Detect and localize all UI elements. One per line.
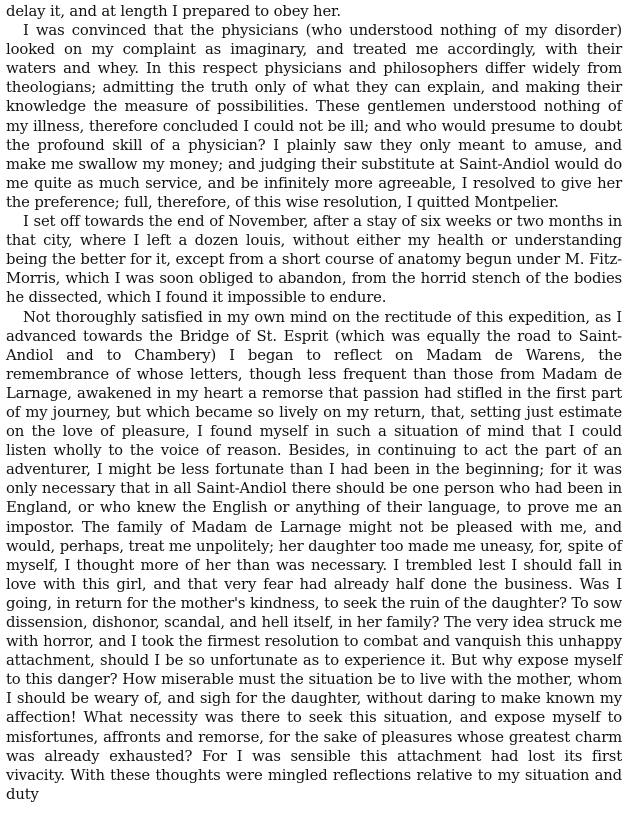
paragraph-departure: I set off towards the end of November, after a stay of six weeks or two months in that city, where I left a dozen louis, without either my health or understanding being the better for it, except from a short course of anatomy begun under M. Fitz-Morris, which I was soon obliged to abandon, from the horrid stench of the bodies he dissected, which I found it impossible to endure. <box>6 213 622 307</box>
paragraph-continued: delay it, and at length I prepared to obey her. <box>6 3 341 20</box>
paragraph-physicians: I was convinced that the physicians (who understood nothing of my disorder) looked on my complaint as imaginary, and treated me accordingly, with their waters and whey. In this respect physicians and philosophers differ widely from theologians; admitting the truth only of what they can explain, and making their knowledge the measure of possibilities. These gentlemen understood nothing of my illness, therefore concluded I could not be ill; and who would presume to doubt the profound skill of a physician? I plainly saw they only meant to amuse, and make me swallow my money; and judging their substitute at Saint-Andiol would do me quite as much service, and be infinitely more agreeable, I resolved to give her the preference; full, therefore, of this wise resolution, I quitted Montpelier. <box>6 22 622 211</box>
paragraph-reflection: Not thoroughly satisfied in my own mind on the rectitude of this expedition, as I advanced towards the Bridge of St. Esprit (which was equally the road to Saint-Andiol and to Chambery) I began to reflect on Madam de Warens, the remembrance of whose letters, though less frequent than those from Madam de Larnage, awakened in my heart a remorse that passion had stifled in the first part of my journey, but which became so lively on my return, that, setting just estimate on the love of pleasure, I found myself in such a situation of mind that I could listen wholly to the voice of reason. Besides, in continuing to act the part of an adventurer, I might be less fortunate than I had been in the beginning; for it was only necessary that in all Saint-Andiol there should be one person who had been in England, or who knew the English or anything of their language, to prove me an impostor. The family of Madam de Larnage might not be pleased with me, and would, perhaps, treat me unpolitely; her daughter too made me uneasy, for, spite of myself, I thought more of her than was necessary. I trembled lest I should fall in love with this girl, and that very fear had already half done the business. Was I going, in return for the mother's kindness, to seek the ruin of the daughter? To sow dissension, dishonor, scandal, and hell itself, in her family? The very idea struck me with horror, and I took the firmest resolution to combat and vanquish this unhappy attachment, should I be so unfortunate as to experience it. But why expose myself to this danger? How miserable must the situation be to live with the mother, whom I should be weary of, and sigh for the daughter, without daring to make known my affection! What necessity was there to seek this situation, and expose myself to misfortunes, affronts and remorse, for the sake of pleasures whose greatest charm was already exhausted? For I was sensible this attachment had lost its first vivacity. With these thoughts were mingled reflections relative to my situation and duty <box>6 308 622 803</box>
